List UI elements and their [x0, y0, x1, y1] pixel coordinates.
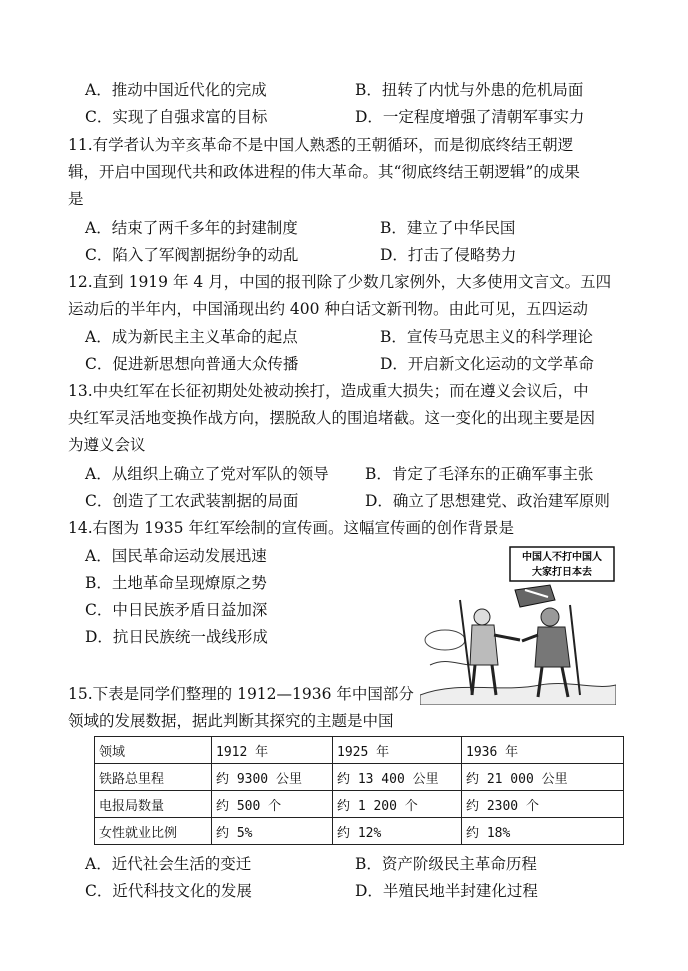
propaganda-poster-drawing — [420, 545, 616, 705]
q11-stem-line-2: 辑，开启中国现代共和政体进程的伟大革命。其“彻底终结王朝逻辑”的成果 — [68, 163, 580, 181]
poster-caption-line-2: 大家打日本去 — [532, 567, 592, 578]
q11-option-c: C．陷入了军阀割据纷争的动乱 — [85, 246, 299, 264]
q12-option-a: A．成为新民主主义革命的起点 — [85, 328, 298, 346]
q15-stem-line-2: 领域的发展数据，据此判断其探究的主题是中国 — [68, 712, 394, 730]
table-cell: 女性就业比例 — [95, 818, 212, 845]
table-cell: 约 9300 公里 — [212, 764, 333, 791]
poster-caption-line-1: 中国人不打中国人 — [522, 552, 602, 563]
table-cell: 约 18% — [462, 818, 624, 845]
table-header-cell: 领域 — [95, 737, 212, 764]
q14-stem-line-1: 14.右图为 1935 年红军绘制的宣传画。这幅宣传画的创作背景是 — [68, 519, 514, 537]
table-cell: 约 5% — [212, 818, 333, 845]
q10-option-d: D．一定程度增强了清朝军事实力 — [355, 108, 585, 126]
q11-stem-line-3: 是 — [68, 190, 84, 208]
q11-option-a: A．结束了两千多年的封建制度 — [85, 219, 298, 237]
q15-option-a: A．近代社会生活的变迁 — [85, 855, 252, 873]
q10-option-b: B．扭转了内忧与外患的危机局面 — [355, 81, 584, 99]
q13-option-c: C．创造了工农武装割据的局面 — [85, 492, 299, 510]
q13-stem-line-2: 央红军灵活地变换作战方向，摆脱敌人的围追堵截。这一变化的出现主要是因 — [68, 409, 596, 427]
table-header-cell: 1912 年 — [212, 737, 333, 764]
q12-option-c: C．促进新思想向普通大众传播 — [85, 355, 299, 373]
q14-option-b: B．土地革命呈现燎原之势 — [85, 574, 267, 592]
table-header-cell: 1925 年 — [333, 737, 462, 764]
table-row — [95, 791, 624, 818]
q15-option-b: B．资产阶级民主革命历程 — [355, 855, 537, 873]
q10-option-a: A．推动中国近代化的完成 — [85, 81, 267, 99]
q12-stem-line-1: 12.直到 1919 年 4 月，中国的报刊除了少数几家例外，大多使用文言文。五四 — [68, 273, 612, 291]
table-cell: 电报局数量 — [95, 791, 212, 818]
table-cell: 铁路总里程 — [95, 764, 212, 791]
q12-option-d: D．开启新文化运动的文学革命 — [380, 355, 594, 373]
table-cell: 约 12% — [333, 818, 462, 845]
q13-option-d: D．确立了思想建党、政治建军原则 — [365, 492, 610, 510]
q13-option-b: B．肯定了毛泽东的正确军事主张 — [365, 465, 594, 483]
q11-stem-line-1: 11.有学者认为辛亥革命不是中国人熟悉的王朝循环，而是彻底终结王朝逻 — [68, 136, 574, 154]
table-cell: 约 13 400 公里 — [333, 764, 462, 791]
q12-stem-line-2: 运动后的半年内，中国涌现出约 400 种白话文新刊物。由此可见，五四运动 — [68, 300, 588, 318]
development-data-table — [94, 736, 624, 845]
table-cell: 约 21 000 公里 — [462, 764, 624, 791]
q12-option-b: B．宣传马克思主义的科学理论 — [380, 328, 593, 346]
q13-stem-line-3: 为遵义会议 — [68, 436, 146, 454]
propaganda-poster-image — [420, 545, 616, 705]
table-header-row — [95, 737, 624, 764]
table-row — [95, 818, 624, 845]
q11-option-d: D．打击了侵略势力 — [380, 246, 517, 264]
q14-option-a: A．国民革命运动发展迅速 — [85, 547, 267, 565]
q11-option-b: B．建立了中华民国 — [380, 219, 516, 237]
q15-stem-line-1: 15.下表是同学们整理的 1912—1936 年中国部分 — [68, 685, 414, 703]
q13-stem-line-1: 13.中央红军在长征初期处处被动挨打，造成重大损失；而在遵义会议后，中 — [68, 382, 589, 400]
q10-option-c: C．实现了自强求富的目标 — [85, 108, 268, 126]
table-row — [95, 764, 624, 791]
table-cell: 约 500 个 — [212, 791, 333, 818]
q13-option-a: A．从组织上确立了党对军队的领导 — [85, 465, 329, 483]
table-cell: 约 2300 个 — [462, 791, 624, 818]
table-header-cell: 1936 年 — [462, 737, 624, 764]
table-cell: 约 1 200 个 — [333, 791, 462, 818]
q15-option-d: D．半殖民地半封建化过程 — [355, 882, 538, 900]
q14-option-c: C．中日民族矛盾日益加深 — [85, 601, 268, 619]
q15-option-c: C．近代科技文化的发展 — [85, 882, 252, 900]
q14-option-d: D．抗日民族统一战线形成 — [85, 628, 268, 646]
